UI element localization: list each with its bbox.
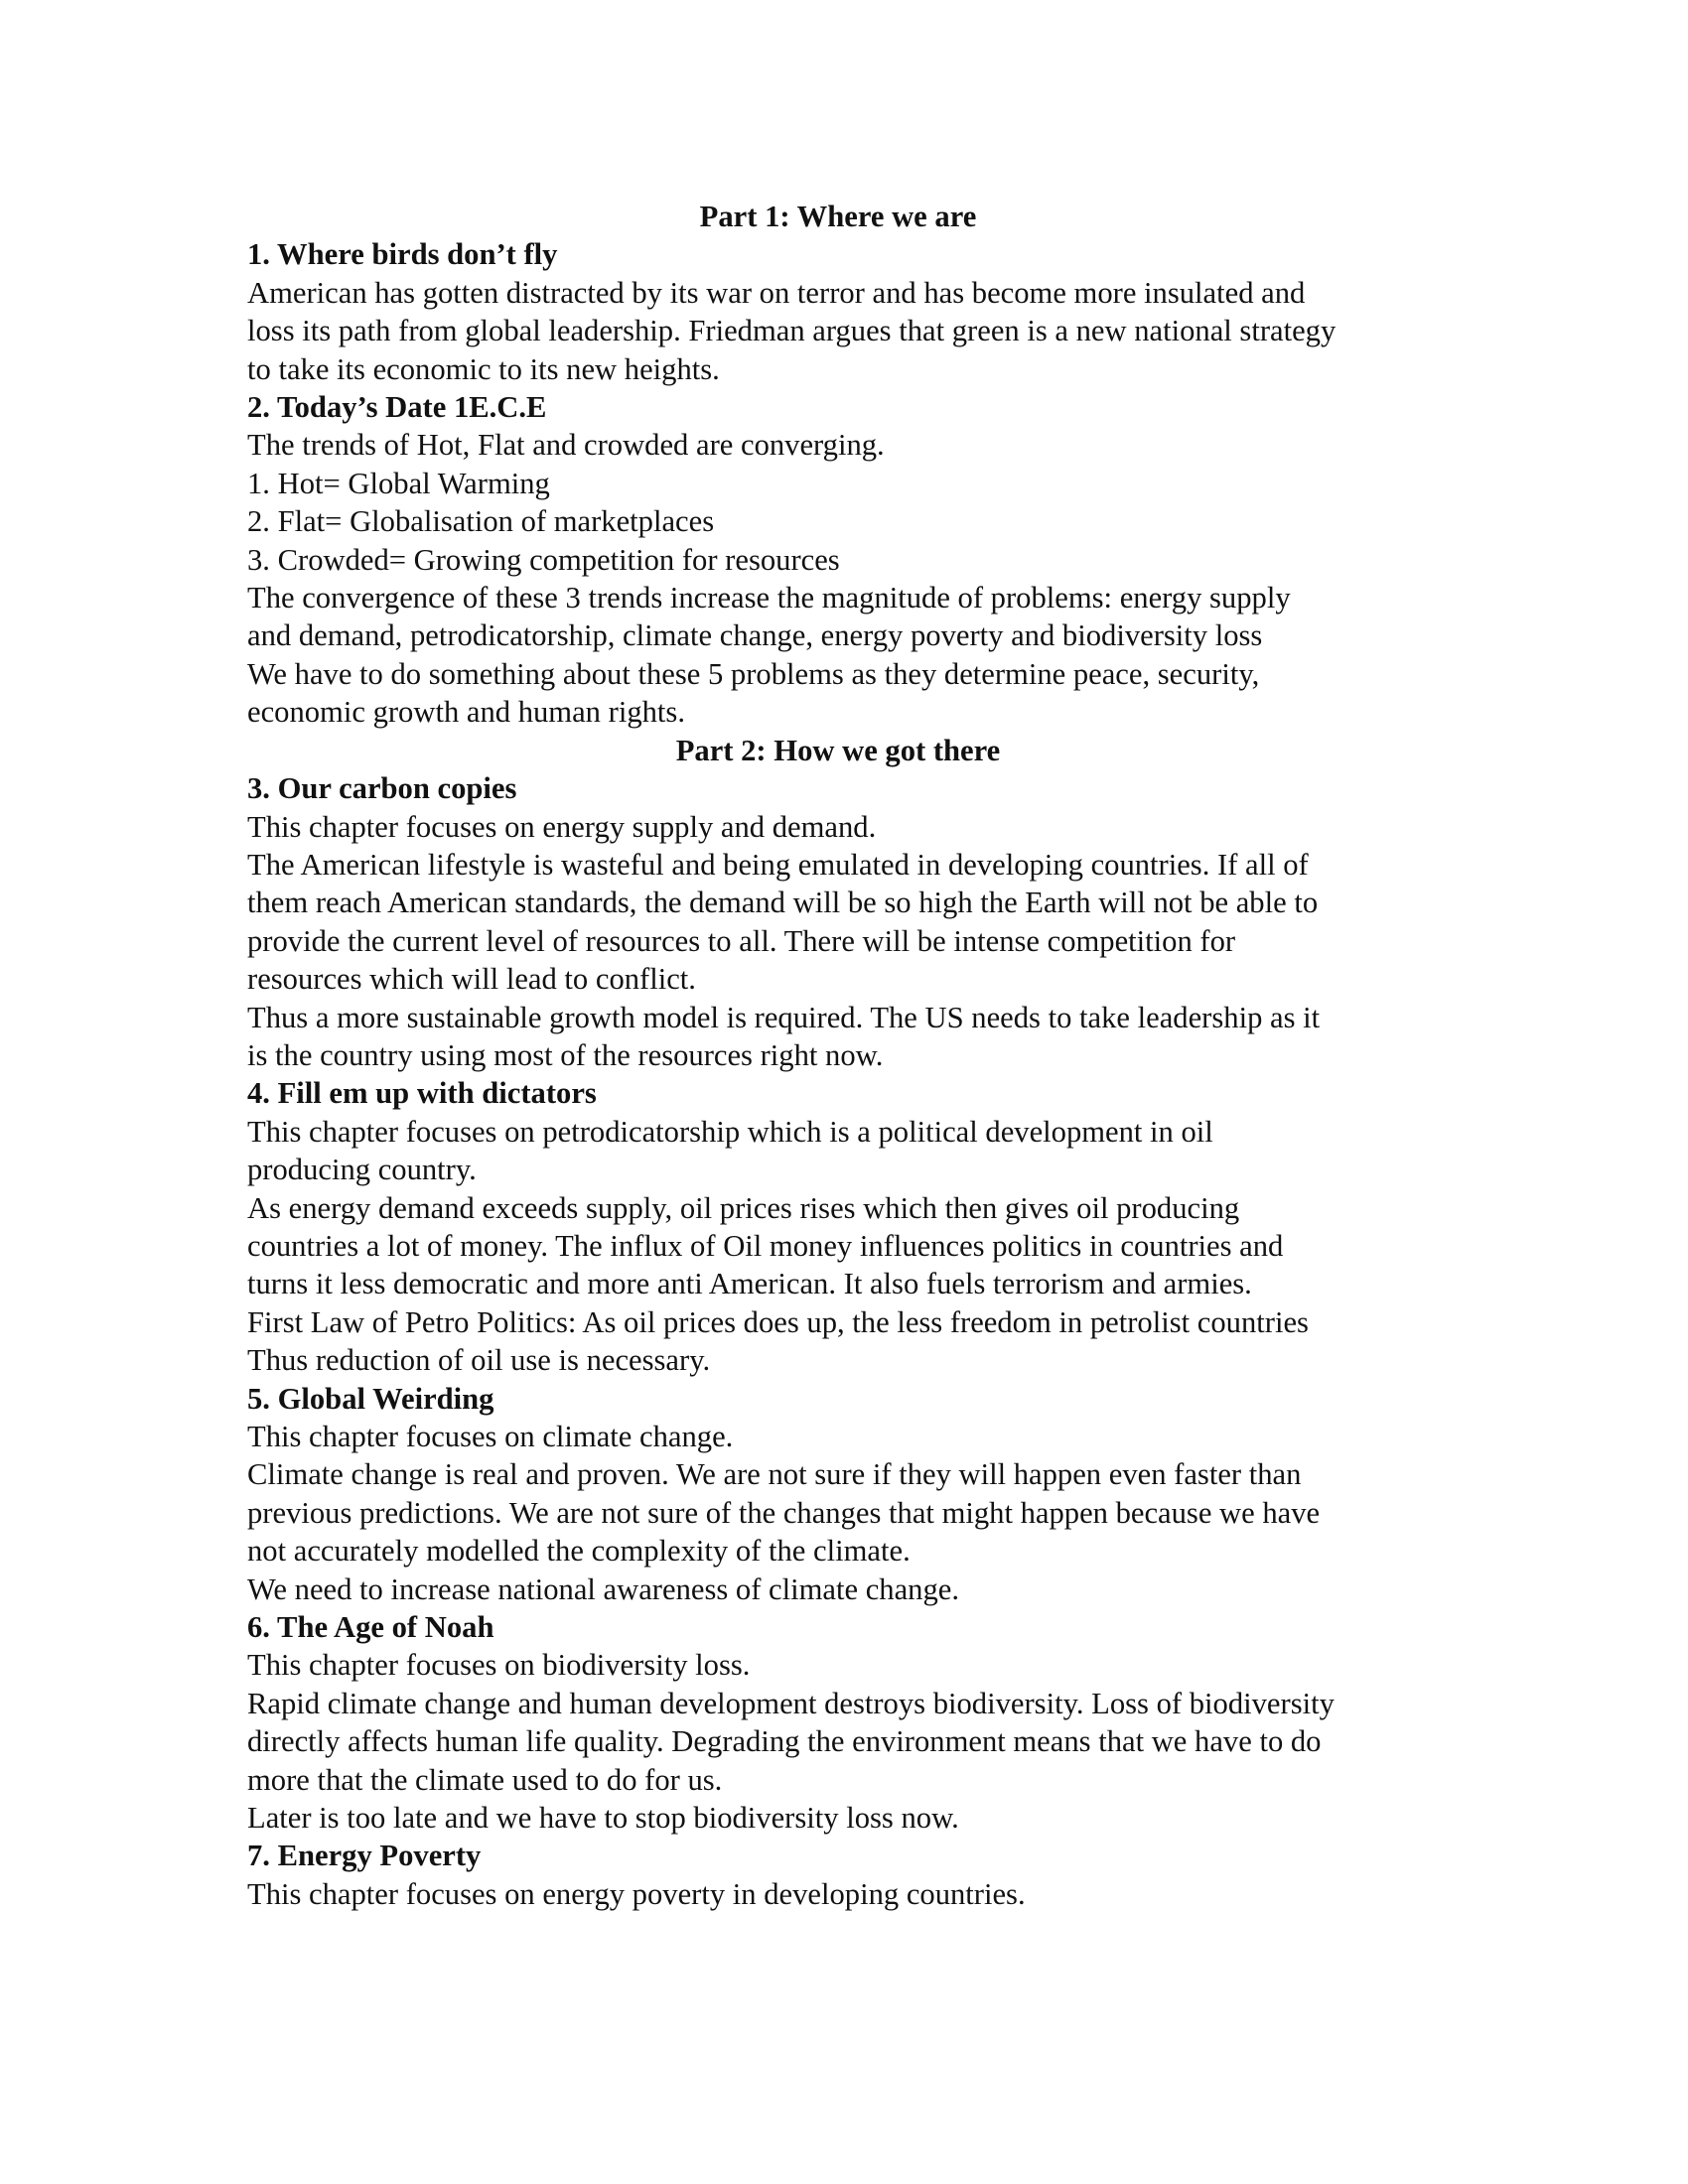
chapter-3-text: is the country using most of the resources right now. xyxy=(247,1037,884,1072)
chapter-7-heading: 7. Energy Poverty xyxy=(247,1839,482,1873)
chapter-2-list-item: 1. Hot= Global Warming xyxy=(247,466,550,500)
chapter-3-heading: 3. Our carbon copies xyxy=(247,771,517,806)
chapter-3-text: them reach American standards, the demand will be so high the Earth will not be able to xyxy=(247,886,1319,920)
chapter-5-text: We need to increase national awareness of climate change. xyxy=(247,1571,959,1606)
chapter-4-heading: 4. Fill em up with dictators xyxy=(247,1076,597,1111)
chapter-4-text: turns it less democratic and more anti American. It also fuels terrorism and armies. xyxy=(247,1267,1252,1301)
chapter-4-text: As energy demand exceeds supply, oil prices rises which then gives oil producing xyxy=(247,1190,1240,1225)
chapter-3-text: provide the current level of resources to all. There will be intense competition for xyxy=(247,923,1236,958)
chapter-2-list-item: 3. Crowded= Growing competition for resources xyxy=(247,542,840,577)
part-2-title: Part 2: How we got there xyxy=(675,733,1001,767)
chapter-5-text: Climate change is real and proven. We are not sure if they will happen even faster than xyxy=(247,1457,1302,1492)
chapter-3-text: Thus a more sustainable growth model is required. The US needs to take leadership as it xyxy=(247,1000,1321,1034)
chapter-6-text: This chapter focuses on biodiversity loss. xyxy=(247,1648,751,1683)
chapter-5-text: not accurately modelled the complexity of the climate. xyxy=(247,1534,911,1569)
chapter-4-text: Thus reduction of oil use is necessary. xyxy=(247,1343,711,1378)
chapter-3-text: The American lifestyle is wasteful and being emulated in developing countries. If all of xyxy=(247,847,1309,882)
chapter-6-text: Rapid climate change and human development destroys biodiversity. Loss of biodiversity xyxy=(247,1686,1335,1720)
chapter-6-text: more that the climate used to do for us. xyxy=(247,1762,723,1797)
chapter-1-text: to take its economic to its new heights. xyxy=(247,351,720,386)
chapter-2-text: We have to do something about these 5 problems as they determine peace, security, xyxy=(247,656,1260,691)
chapter-1-heading: 1. Where birds don’t fly xyxy=(247,237,558,272)
chapter-4-text: This chapter focuses on petrodicatorship which is a political development in oil xyxy=(247,1114,1213,1149)
chapter-2-list-item: 2. Flat= Globalisation of marketplaces xyxy=(247,504,715,539)
chapter-3-text: This chapter focuses on energy supply and demand. xyxy=(247,809,877,844)
chapter-4-text: First Law of Petro Politics: As oil prices does up, the less freedom in petrolist countries xyxy=(247,1304,1309,1339)
chapter-6-heading: 6. The Age of Noah xyxy=(247,1610,494,1645)
document-page xyxy=(247,198,1459,1913)
part-1-title: Part 1: Where we are xyxy=(699,200,977,233)
chapter-2-text: The convergence of these 3 trends increase the magnitude of problems: energy supply xyxy=(247,581,1291,615)
chapter-5-text: This chapter focuses on climate change. xyxy=(247,1420,734,1453)
chapter-5-text: previous predictions. We are not sure of the changes that might happen because we have xyxy=(247,1495,1321,1530)
chapter-6-text: directly affects human life quality. Degrading the environment means that we have to do xyxy=(247,1724,1322,1759)
chapter-1-text: American has gotten distracted by its war on terror and has become more insulated and xyxy=(247,275,1306,310)
chapter-2-text: and demand, petrodicatorship, climate change, energy poverty and biodiversity loss xyxy=(247,618,1263,653)
chapter-2-heading: 2. Today’s Date 1E.C.E xyxy=(247,390,547,425)
chapter-4-text: producing country. xyxy=(247,1153,477,1187)
chapter-4-text: countries a lot of money. The influx of Oil money influences politics in countries and xyxy=(247,1228,1284,1263)
chapter-6-text: Later is too late and we have to stop biodiversity loss now. xyxy=(247,1801,959,1836)
chapter-7-text: This chapter focuses on energy poverty in developing countries. xyxy=(247,1876,1026,1911)
chapter-3-text: resources which will lead to conflict. xyxy=(247,962,696,997)
chapter-5-heading: 5. Global Weirding xyxy=(247,1381,494,1416)
chapter-2-text: The trends of Hot, Flat and crowded are converging. xyxy=(247,428,885,463)
chapter-1-text: loss its path from global leadership. Friedman argues that green is a new national strategy xyxy=(247,314,1336,348)
chapter-2-text: economic growth and human rights. xyxy=(247,695,685,730)
